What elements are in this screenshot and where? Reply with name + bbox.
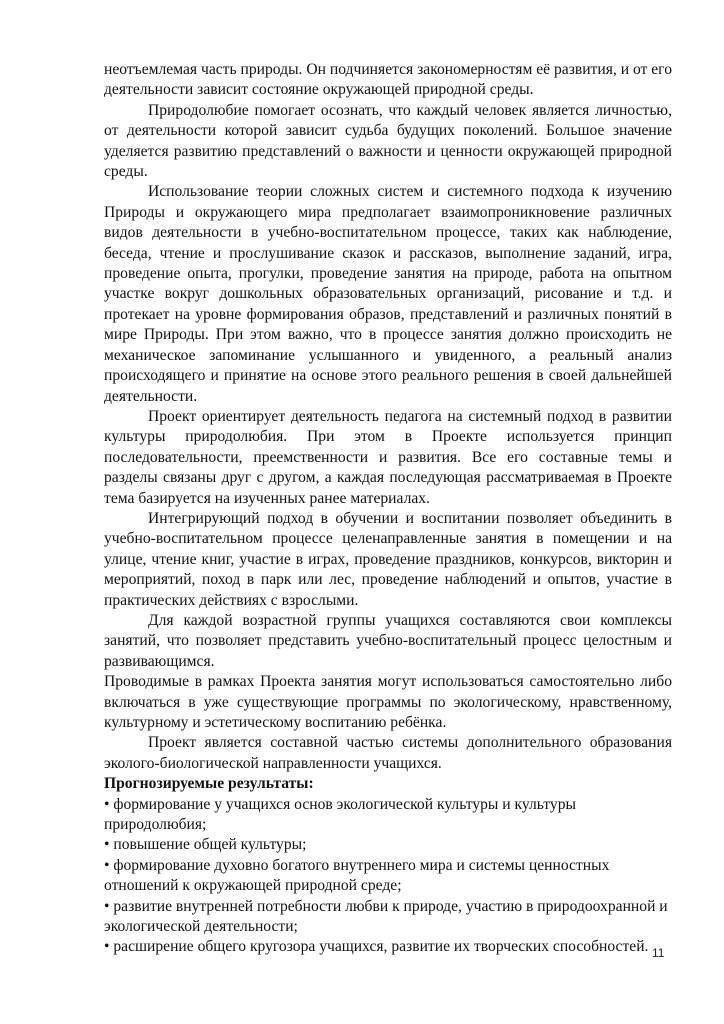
paragraph: Проводимые в рамках Проекта занятия могут использоваться самостоятельно либо включаться в уже существующие программы по экологическому, нравственному, культурному и эстетическому воспитанию ребёнка. [104,673,672,731]
list-item: • расширение общего кругозора учащихся, развитие их творческих способностей. [104,938,649,956]
paragraph: Проект ориентирует деятельность педагога на системный подход в развитии культуры природолюбия. При этом в Проекте используется принцип последовательности, преемственности и развития. Все его составные темы и разделы связаны друг с другом, а каждая последующая рассматриваемая в Проекте тема базируется на изученных ранее материалах. [104,407,672,507]
page-number: 11 [652,946,665,960]
list-item: • формирование духовно богатого внутреннего мира и системы ценностных отношений к окружающей природной среде; [104,856,610,895]
list-item: • развитие внутренней потребности любви к природе, участию в природоохранной и экологической деятельности; [104,897,668,936]
paragraph: Природолюбие помогает осознать, что каждый человек является личностью, от деятельности которой зависит судьба будущих поколений. Большое значение уделяется развитию представлений о важности и ценности окружающей природной среды. [104,101,672,181]
results-heading: Прогнозируемые результаты: [104,775,314,793]
paragraph: неотъемлемая часть природы. Он подчиняется закономерностям её развития, и от его деятельности зависит состояние окружающей природной среды. [104,61,672,99]
paragraph: Интегрирующий подход в обучении и воспитании позволяет объединить в учебно-воспитательном процессе целенаправленные занятия в помещении и на улице, чтение книг, участие в играх, проведение праздников, конкурсов, викторин и мероприятий, поход в парк или лес, проведение наблюдений и опытов, участие в практических действиях с взрослыми. [104,509,672,609]
list-item: • повышение общей культуры; [104,836,307,854]
document-page [104,60,672,958]
list-item: • формирование у учащихся основ экологической культуры и культуры природолюбия; [104,795,576,834]
paragraph: Для каждой возрастной группы учащихся составляются свои комплексы занятий, что позволяет представить учебно-воспитательный процесс целостным и развивающимся. [104,611,672,670]
paragraph: Использование теории сложных систем и системного подхода к изучению Природы и окружающего мира предполагает взаимопроникновение различных видов деятельности в учебно-воспитательном процессе, таких как наблюдение, беседа, чтение и прослушивание сказок и рассказов, выполнение заданий, игра, проведение опыта, прогулки, проведение занятия на природе, работа на опытном участке вокруг дошкольных образовательных организаций, рисование и т.д. и протекает на уровне формирования образов, представлений и различных понятий в мире Природы. При этом важно, что в процессе занятия должно происходить не механическое запоминание услышанного и увиденного, а реальный анализ происходящего и принятие на основе этого реального решения в своей дальнейшей деятельности. [104,183,672,405]
results-list [104,795,672,958]
paragraph: Проект является составной частью системы дополнительного образования эколого-биологической направленности учащихся. [104,734,672,772]
